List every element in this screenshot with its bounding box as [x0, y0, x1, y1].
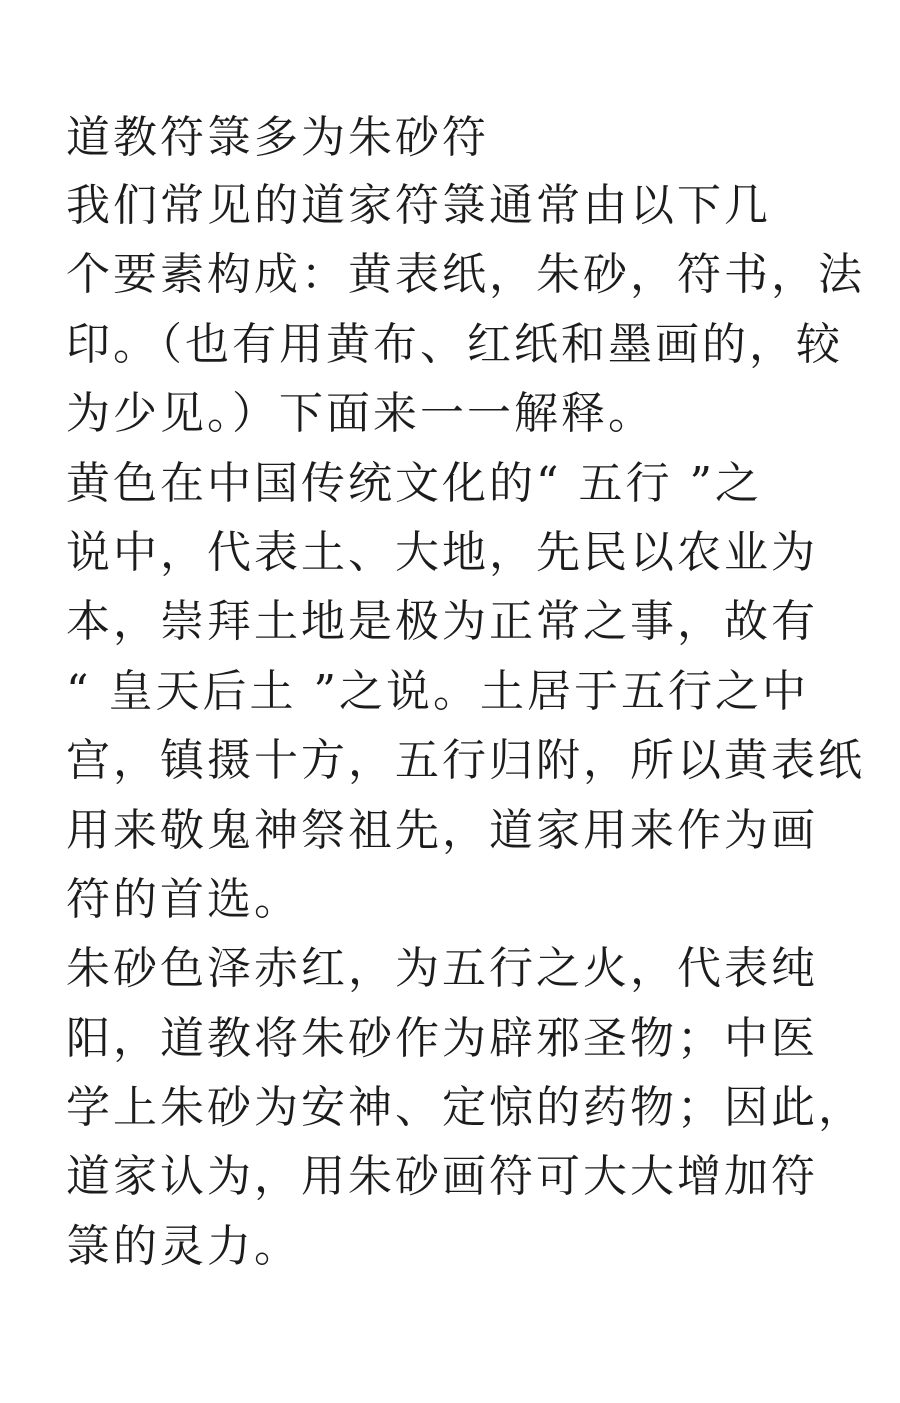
- text-line: 箓的灵力。: [66, 1220, 301, 1272]
- text-line: 符的首选。: [66, 873, 301, 925]
- text-line: 学上朱砂为安神、定惊的药物；因此，: [66, 1082, 865, 1134]
- text-line: 为少见。）下面来一一解释。: [66, 388, 655, 440]
- paragraph-intro: [66, 171, 865, 449]
- text-line: 用来敬鬼神祭祖先，道家用来作为画: [66, 804, 818, 856]
- text-line: 宫，镇摄十方，五行归附，所以黄表纸: [66, 735, 865, 787]
- text-line: 我们常见的道家符箓通常由以下几: [66, 180, 771, 231]
- paragraph-yellow-paper: [66, 449, 865, 935]
- text-line: 黄色在中国传统文化的“ 五行 ”之: [66, 457, 762, 509]
- article-body: [66, 104, 865, 1281]
- text-line: 朱砂色泽赤红，为五行之火，代表纯: [66, 943, 818, 995]
- text-line: “ 皇天后土 ”之说。土居于五行之中: [66, 665, 809, 717]
- text-line: 阳，道教将朱砂作为辟邪圣物；中医: [66, 1012, 818, 1064]
- text-line: 本，崇拜土地是极为正常之事，故有: [66, 596, 818, 648]
- text-line: 印。（也有用黄布、红纸和墨画的，较: [66, 318, 843, 370]
- article-title: 道教符箓多为朱砂符: [66, 112, 489, 163]
- paragraph-cinnabar: [66, 934, 865, 1281]
- text-line: 道家认为，用朱砂画符可大大增加符: [66, 1151, 818, 1203]
- text-line: 个要素构成：黄表纸，朱砂，符书，法: [66, 249, 865, 301]
- text-line: 说中，代表土、大地，先民以农业为: [66, 526, 818, 578]
